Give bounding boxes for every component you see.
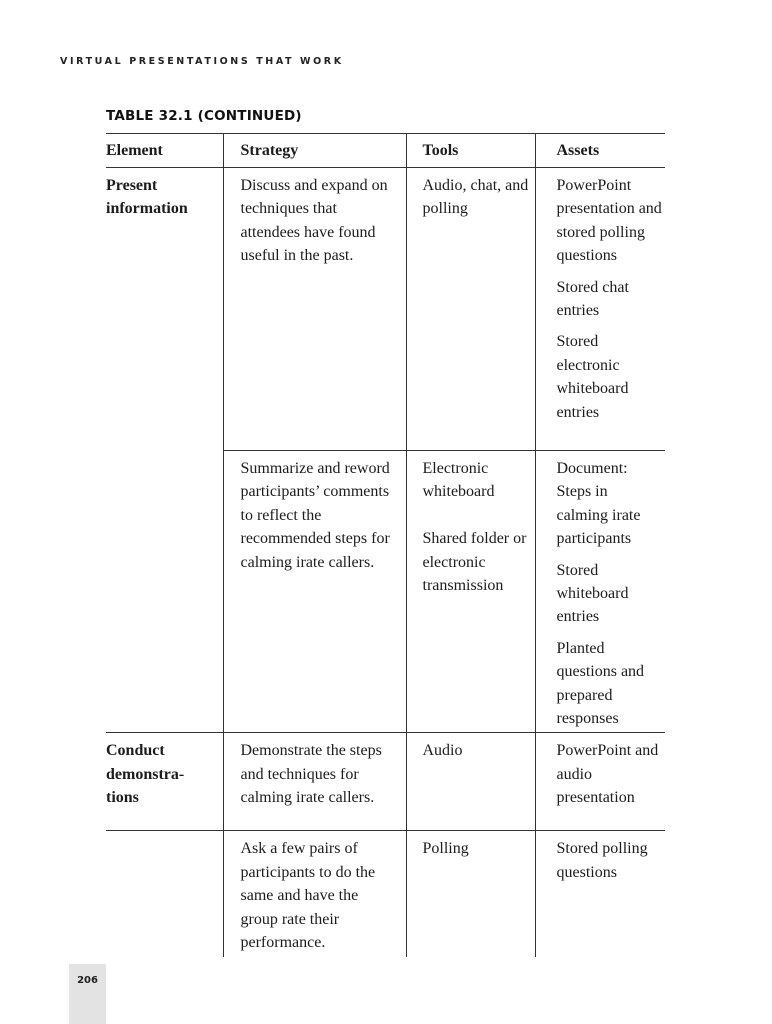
tools-cell [406,168,535,451]
element-cell [106,168,223,451]
asset-entry: Stored polling questions [556,840,648,881]
strategy-cell [223,451,406,733]
tool-entry: Audio, chat, and polling [422,177,529,218]
asset-entry: Planted questions and prepared responses [556,639,645,728]
header-element: Element [106,134,223,168]
page-number-tab [69,964,106,1024]
element-cell [106,451,223,733]
page-number: 206 [77,975,98,986]
strategy-text: Summarize and reword participants’ comments to reflect the recommended steps for calming irate callers. [240,460,390,571]
strategy-text: Ask a few pairs of participants to do the same and have the group rate their performance. [240,840,376,952]
strategy-table [106,133,665,957]
assets-cell [535,831,665,957]
tool-entry: Polling [422,840,469,858]
strategy-cell [223,168,406,451]
table-caption: TABLE 32.1 (CONTINUED) [106,108,302,124]
table-row [106,733,665,831]
table-header-row [106,134,665,168]
tools-cell [406,451,535,733]
header-tools: Tools [406,134,535,168]
asset-entry: Document: Steps in calming irate participants [556,460,641,548]
tools-cell [406,733,535,831]
element-cell [106,733,223,831]
assets-cell [535,451,665,733]
asset-entry: Stored chat entries [556,278,629,320]
tool-entry: Shared folder or electronic transmission [422,530,527,595]
table-row [106,831,665,957]
running-head: VIRTUAL PRESENTATIONS THAT WORK [60,56,344,67]
table-row [106,168,665,451]
header-strategy: Strategy [223,134,406,168]
tools-cell [406,831,535,957]
strategy-text: Discuss and expand on techniques that attendees have found useful in the past. [240,177,388,265]
strategy-text: Demonstrate the steps and techniques for calming irate callers. [240,742,382,807]
asset-entry: Stored whiteboard entries [556,561,629,626]
element-cell [106,831,223,957]
table-row [106,451,665,733]
asset-entry: Stored electronic whiteboard entries [556,333,629,421]
tool-entry: Audio [422,742,463,760]
element-label: Present information [106,177,188,218]
tool-entry: Electronic whiteboard [422,460,495,501]
strategy-cell [223,733,406,831]
assets-cell [535,168,665,451]
asset-entry: PowerPoint and audio presentation [556,742,659,807]
header-assets: Assets [535,134,665,168]
element-label: Conduct demonstra-tions [106,742,185,807]
asset-entry: PowerPoint presentation and stored polling questions [556,177,662,265]
assets-cell [535,733,665,831]
strategy-cell [223,831,406,957]
